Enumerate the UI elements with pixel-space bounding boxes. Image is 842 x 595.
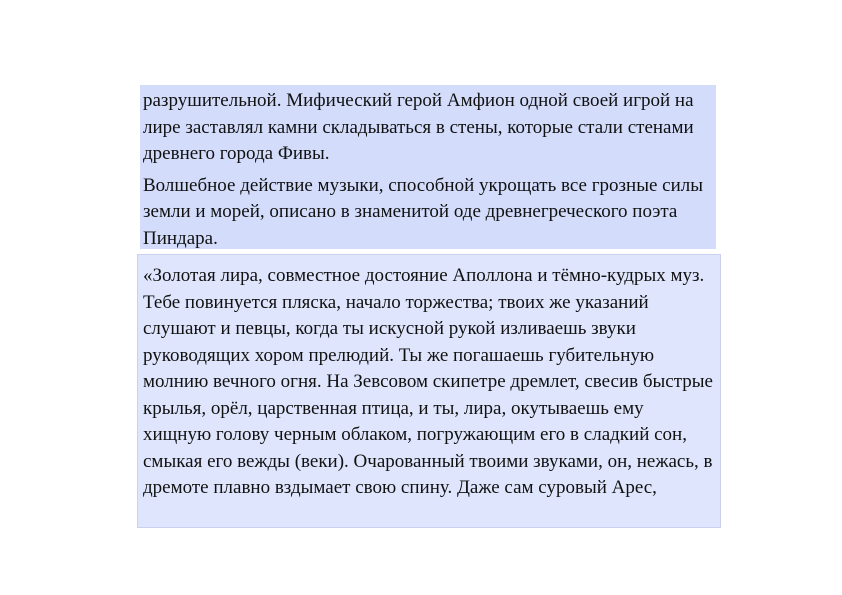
intro-text-block	[140, 85, 716, 249]
pindar-ode-quote-block	[137, 254, 721, 528]
intro-paragraph-amphion: разрушительной. Мифический герой Амфион одной своей игрой на лире заставлял камни складываться в стены, которые стали стенами древнего города Фивы.	[143, 90, 694, 164]
pindar-ode-quote-text: «Золотая лира, совместное достояние Аполлона и тёмно-кудрых муз. Тебе повинуется пляска, начало торжества; твоих же указаний слушают и певцы, когда ты искусной рукой изливаешь звуки руководящих хором прелюдий. Ты же погашаешь губительную молнию вечного огня. На Зевсовом скипетре дремлет, свесив быстрые крылья, орёл, царственная птица, и ты, лира, окутываешь ему хищную голову черным облаком, погружающим его в сладкий сон, смыкая его вежды (веки). Очарованный твоими звуками, он, нежась, в дремоте плавно вздымает свою спину. Даже сам суровый Арес,	[143, 265, 713, 498]
intro-paragraph-pindar: Волшебное действие музыки, способной укрощать все грозные силы земли и морей, описано в знаменитой оде древнегреческого поэта Пиндара.	[143, 174, 703, 249]
